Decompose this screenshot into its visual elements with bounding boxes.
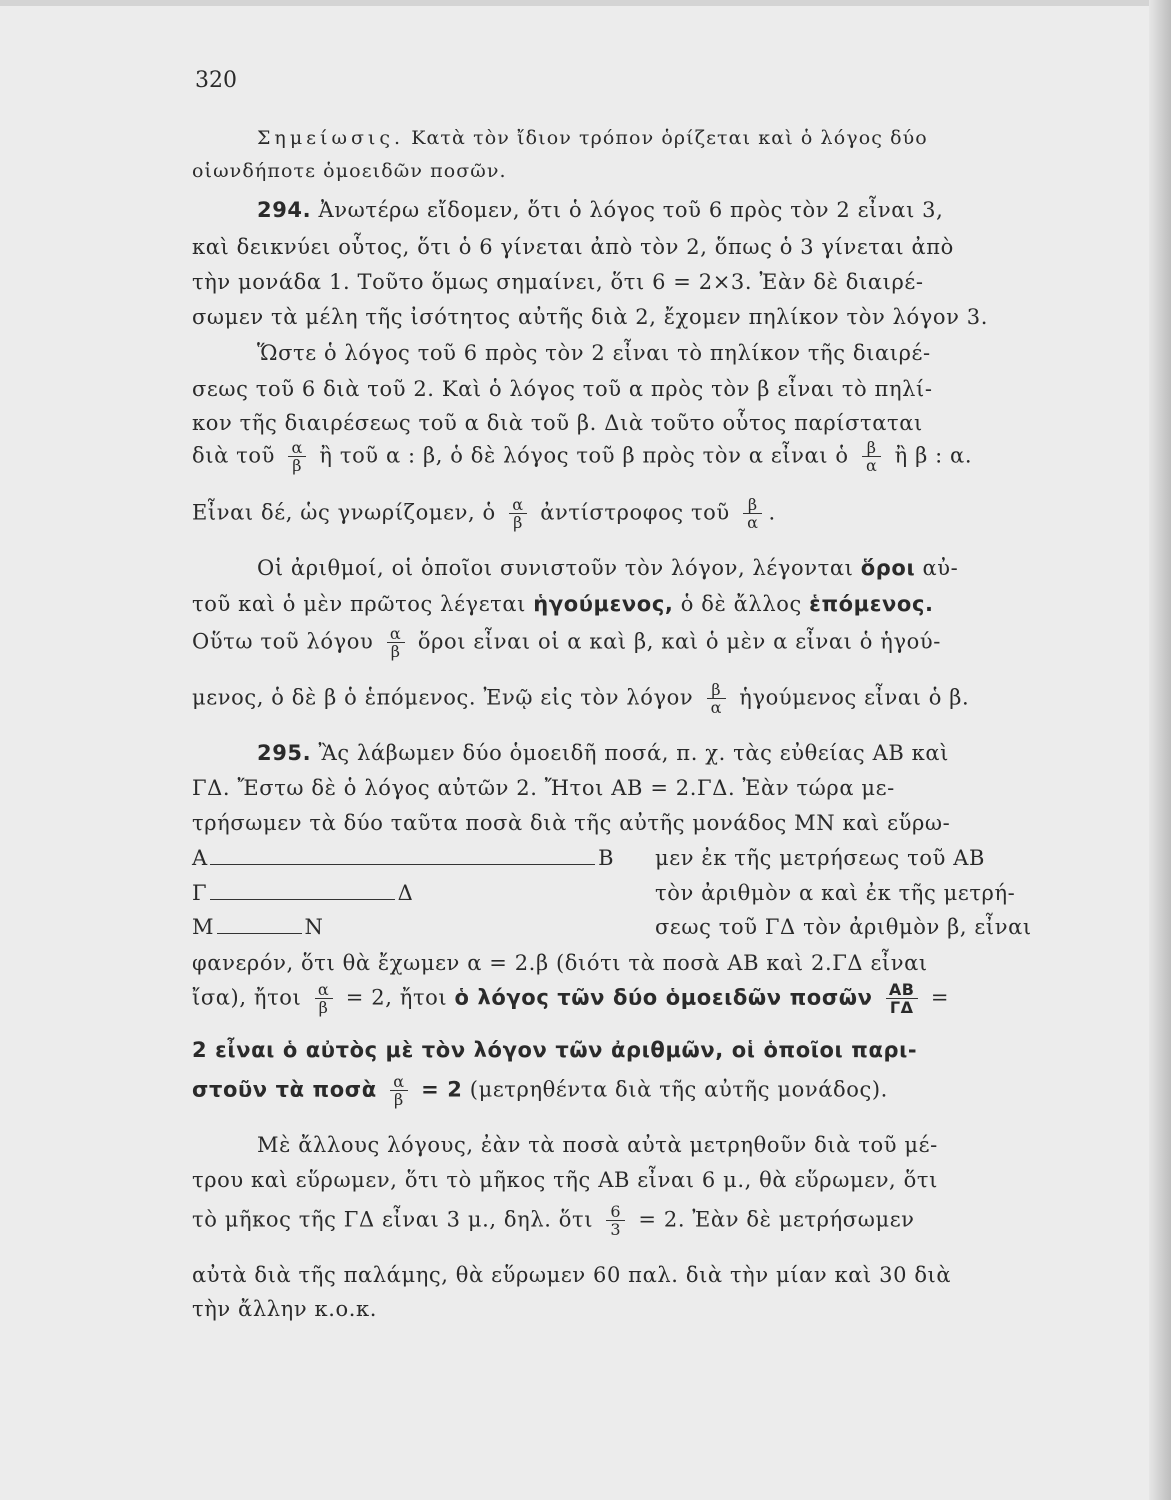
- s294-line-7: κον τῆς διαιρέσεως τοῦ α διὰ τοῦ β. Διὰ τοῦτο οὗτος παρίσταται: [192, 411, 923, 435]
- fraction-numerator: α: [317, 980, 330, 999]
- page-top-edge: [0, 0, 1171, 6]
- s294-text-12a: Οὕτω τοῦ λόγου: [192, 629, 374, 654]
- s294-text-10c: αὐ-: [922, 556, 959, 580]
- fraction-denominator: β: [387, 642, 405, 660]
- s295-bold-6: 2 εἶναι ὁ αὐτὸς μὲ τὸν λόγον τῶν ἀριθμῶν, οἱ ὁποῖοι παρι-: [192, 1038, 918, 1062]
- s294-line-4: σωμεν τὰ μέλη τῆς ἰσότητος αὐτῆς διὰ 2, ἔχομεν πηλίκον τὸν λόγον 3.: [192, 305, 989, 329]
- page-number: 320: [195, 68, 237, 93]
- s294-line-10: [257, 556, 958, 580]
- s295-bold-5c: ὁ λόγος τῶν δύο ὁμοειδῶν ποσῶν: [454, 985, 873, 1010]
- fraction-numerator: α: [389, 624, 402, 643]
- fraction-numerator: α: [393, 1072, 405, 1091]
- s294-line-11: [192, 592, 934, 616]
- s295-line-7: [192, 1074, 888, 1108]
- s295-line-8: Μὲ ἄλλους λόγους, ἐὰν τὰ ποσὰ αὐτὰ μετρηθοῦν διὰ τοῦ μέ-: [257, 1133, 938, 1157]
- segment-mn-start-label: Μ: [192, 915, 214, 939]
- segment-ab-start-label: Α: [192, 846, 208, 870]
- fraction-denominator: α: [862, 456, 881, 474]
- fraction-denominator: α: [743, 513, 762, 531]
- segment-ab-end-label: Β: [598, 846, 614, 870]
- s294-text-8a: διὰ τοῦ: [192, 443, 275, 468]
- fraction-beta-alpha: [862, 440, 881, 474]
- s295-line-5: [192, 982, 949, 1016]
- fraction-numerator: β: [866, 438, 877, 457]
- s294-text-11c: ὁ δὲ ἄλλος: [680, 592, 802, 616]
- s295-col-line-2: τὸν ἀριθμὸν α καὶ ἐκ τῆς μετρή-: [655, 881, 1016, 905]
- term-oroi: ὅροι: [860, 556, 916, 580]
- section-number-294: 294.: [257, 198, 312, 222]
- fraction-denominator: 3: [606, 1220, 625, 1238]
- s294-text-8c: ἢ β : α.: [894, 443, 973, 468]
- segment-mn-end-label: Ν: [304, 915, 323, 939]
- fraction-numerator: 6: [610, 1202, 622, 1221]
- s294-text-11a: τοῦ καὶ ὁ μὲν πρῶτος λέγεται: [192, 592, 527, 616]
- s295-line-12: τὴν ἄλλην κ.ο.κ.: [192, 1297, 377, 1321]
- segment-ab: [192, 846, 614, 870]
- page-right-edge: [1149, 0, 1171, 1500]
- section-number-295: 295.: [257, 741, 312, 765]
- s295-line-4: φανερόν, ὅτι θὰ ἔχωμεν α = 2.β (διότι τὰ ποσὰ ΑΒ καὶ 2.ΓΔ εἶναι: [192, 951, 928, 975]
- s295-line-10: [192, 1204, 915, 1238]
- fraction-numerator: α: [291, 438, 303, 457]
- segment-gd: [192, 881, 413, 905]
- fraction-denominator: ΓΔ: [886, 998, 918, 1016]
- fraction-denominator: α: [707, 698, 726, 716]
- s295-text-5b: = 2, ἤτοι: [345, 985, 448, 1010]
- fraction-numerator: β: [747, 495, 758, 514]
- s294-text-9b: ἀντίστροφος τοῦ: [540, 500, 730, 525]
- segment-gd-end-label: Δ: [397, 881, 413, 905]
- fraction-denominator: β: [390, 1090, 408, 1108]
- note-label: Σημείωσις.: [257, 127, 405, 149]
- s295-text-5a: ἴσα), ἤτοι: [192, 985, 302, 1010]
- fraction-numerator: ΑΒ: [888, 980, 915, 999]
- s295-line-1: [257, 741, 949, 765]
- s294-line-6: σεως τοῦ 6 διὰ τοῦ 2. Καὶ ὁ λόγος τοῦ α πρὸς τὸν β εἶναι τὸ πηλί-: [192, 377, 933, 401]
- segment-gd-start-label: Γ: [192, 881, 207, 905]
- s295-text-10a: τὸ μῆκος τῆς ΓΔ εἶναι 3 μ., δηλ. ὅτι: [192, 1207, 594, 1232]
- s295-bold-7a: στοῦν τὰ ποσὰ: [192, 1077, 377, 1102]
- s294-line-1: [257, 198, 943, 222]
- s294-line-8: [192, 440, 972, 474]
- note-line-2: οἱωνδήποτε ὁμοειδῶν ποσῶν.: [192, 160, 507, 182]
- fraction-alpha-beta: [390, 1074, 408, 1108]
- s295-line-2: ΓΔ. Ἔστω δὲ ὁ λόγος αὐτῶν 2. Ἤτοι ΑΒ = 2.ΓΔ. Ἐὰν τώρα με-: [192, 776, 895, 800]
- s294-text-10a: Οἱ ἀριθμοί, οἱ ὁποῖοι συνιστοῦν τὸν λόγον, λέγονται: [257, 556, 854, 580]
- s295-text-10b: = 2. Ἐὰν δὲ μετρήσωμεν: [638, 1207, 915, 1232]
- s295-bold-7b: = 2: [421, 1077, 463, 1102]
- s295-line-9: τρου καὶ εὕρωμεν, ὅτι τὸ μῆκος τῆς ΑΒ εἶναι 6 μ., θὰ εὕρωμεν, ὅτι: [192, 1168, 938, 1192]
- fraction-denominator: β: [315, 998, 333, 1016]
- s295-line-3: τρήσωμεν τὰ δύο ταῦτα ποσὰ διὰ τῆς αὐτῆς μονάδος ΜΝ καὶ εὕρω-: [192, 811, 951, 835]
- s294-text-9a: Εἶναι δέ, ὡς γνωρίζομεν, ὁ: [192, 500, 496, 525]
- fraction-six-three: [606, 1204, 625, 1238]
- s294-text-12b: ὅροι εἶναι οἱ α καὶ β, καὶ ὁ μὲν α εἶναι ὁ ἡγού-: [417, 629, 941, 654]
- fraction-alpha-beta: [387, 626, 405, 660]
- note-line-1: [257, 127, 928, 149]
- segment-mn: [192, 915, 323, 939]
- s295-text-1: Ἂς λάβωμεν δύο ὁμοειδῆ ποσά, π. χ. τὰς εὐθείας ΑΒ καὶ: [318, 741, 949, 765]
- fraction-beta-alpha: [707, 682, 726, 716]
- s294-line-13: [192, 682, 969, 716]
- note-text-1: Κατὰ τὸν ἴδιον τρόπον ὁρίζεται καὶ ὁ λόγος δύο: [411, 127, 928, 149]
- s294-text-8b: ἢ τοῦ α : β, ὁ δὲ λόγος τοῦ β πρὸς τὸν α εἶναι ὁ: [319, 443, 849, 468]
- s294-line-12: [192, 626, 941, 660]
- s295-text-5d: =: [930, 985, 950, 1010]
- fraction-denominator: β: [509, 513, 527, 531]
- term-epomenos: ἑπόμενος.: [809, 592, 934, 616]
- s294-text-13b: ἡγούμενος εἶναι ὁ β.: [739, 685, 970, 710]
- s295-col-line-3: σεως τοῦ ΓΔ τὸν ἀριθμὸν β, εἶναι: [655, 915, 1032, 939]
- s294-text-13a: μενος, ὁ δὲ β ὁ ἑπόμενος. Ἐνῷ εἰς τὸν λόγον: [192, 685, 694, 710]
- s294-line-9: Εἶναι δέ, ὡς γνωρίζομεν, ὁ $\frac{\alpha}{\beta}$ ἀντίστροφος τοῦ $\frac{\beta}{\alpha}$ .: [192, 495, 776, 532]
- fraction-alpha-beta: [288, 440, 306, 474]
- term-hegoumenos: ἡγούμενος,: [533, 592, 674, 616]
- fraction-numerator: β: [711, 680, 722, 699]
- s295-line-6: [192, 1038, 917, 1062]
- fraction-ab-gd: [886, 982, 918, 1016]
- s294-line-2: καὶ δεικνύει οὗτος, ὅτι ὁ 6 γίνεται ἀπὸ τὸν 2, ὅπως ὁ 3 γίνεται ἀπὸ: [192, 235, 954, 259]
- fraction-alpha-beta: [509, 497, 527, 531]
- fraction-denominator: β: [288, 456, 306, 474]
- fraction-numerator: α: [512, 495, 524, 514]
- s294-line-5: Ὥστε ὁ λόγος τοῦ 6 πρὸς τὸν 2 εἶναι τὸ πηλίκον τῆς διαιρέ-: [257, 341, 931, 365]
- fraction-alpha-beta: [315, 982, 333, 1016]
- s295-text-7c: (μετρηθέντα διὰ τῆς αὐτῆς μονάδος).: [469, 1077, 888, 1102]
- s294-text-1: Ἀνωτέρω εἴδομεν, ὅτι ὁ λόγος τοῦ 6 πρὸς τὸν 2 εἶναι 3,: [318, 198, 944, 222]
- s295-line-11: αὐτὰ διὰ τῆς παλάμης, θὰ εὕρωμεν 60 παλ. διὰ τὴν μίαν καὶ 30 διὰ: [192, 1263, 952, 1287]
- s294-line-3: τὴν μονάδα 1. Τοῦτο ὅμως σημαίνει, ὅτι 6 = 2×3. Ἐὰν δὲ διαιρέ-: [192, 270, 924, 294]
- fraction-beta-alpha: [743, 497, 762, 531]
- s295-col-line-1: μεν ἐκ τῆς μετρήσεως τοῦ ΑΒ: [655, 846, 986, 870]
